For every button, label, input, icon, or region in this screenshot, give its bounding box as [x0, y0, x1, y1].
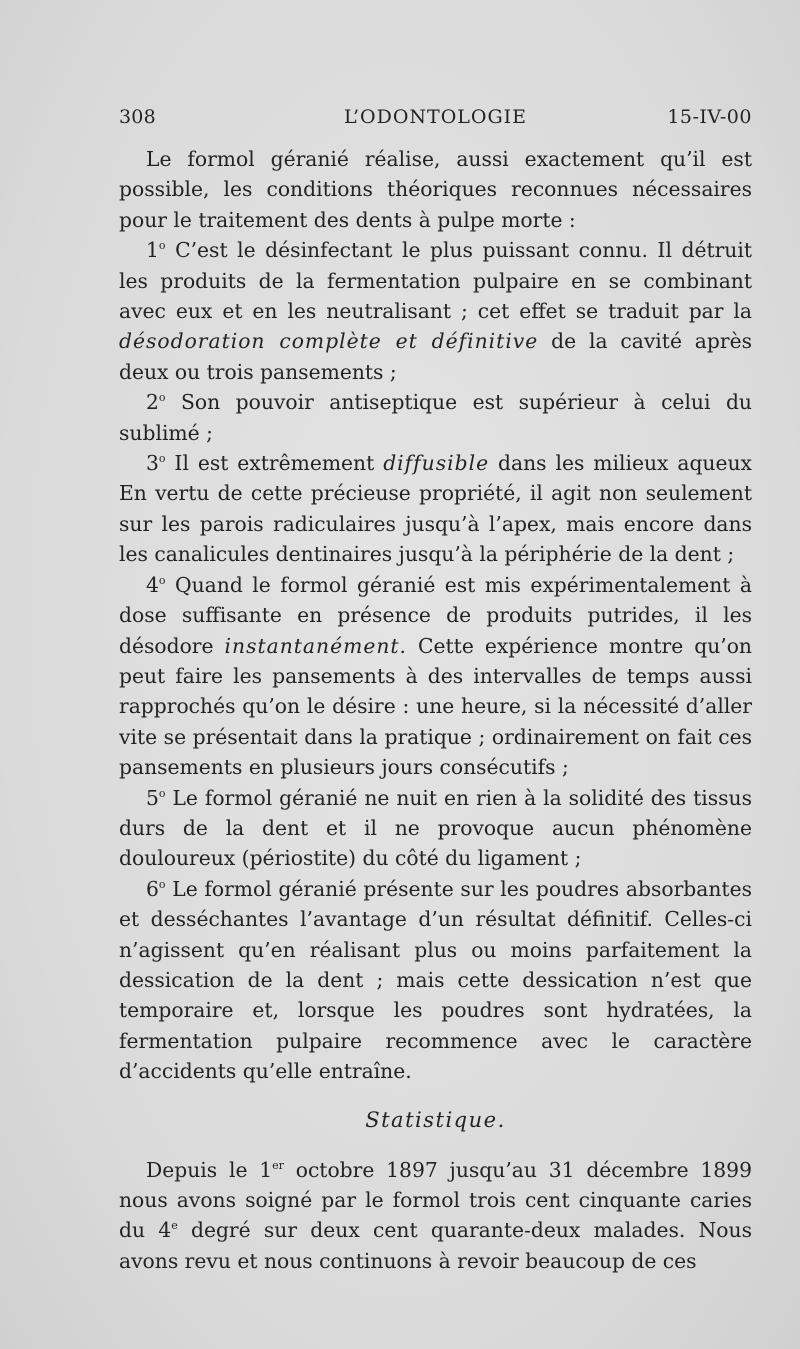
page-number: 308 [119, 106, 156, 128]
issue-date: 15-IV-00 [667, 106, 752, 128]
paragraph-text: dans les milieux aqueux En vertu de cette précieuse propriété, il agit non seulement sur les parois radiculaires jusqu’à l’apex, mais encore dans les canalicules dentinaires jusqu’à la périphérie de la dent ; [119, 451, 752, 567]
emphasis-text: instantanément. [224, 633, 407, 658]
section-title: Statistique. [365, 1107, 506, 1132]
paragraph-item-2 [119, 387, 752, 448]
paragraph-item-3 [119, 448, 752, 570]
paragraph-text: degré sur deux cent quarante-deux malades. Nous avons revu et nous continuons à revoir beaucoup de ces [119, 1218, 752, 1273]
paragraph-statistics [119, 1155, 752, 1277]
journal-title: L’ODONTOLOGIE [343, 106, 528, 128]
item-number: 1 [146, 238, 159, 263]
item-number: 3 [146, 451, 159, 476]
ordinal-mark: o [158, 573, 166, 587]
paragraph-text: Il est extrêmement [165, 451, 384, 476]
paragraph-text: Le formol géranié ne nuit en rien à la solidité des tissus durs de la dent et il ne provoque aucun phénomène douloureux (périostite) du côté du ligament ; [119, 785, 752, 871]
paragraph-text: Son pouvoir antiseptique est supérieur à celui du sublimé ; [119, 390, 752, 445]
paragraph-text: Cette expérience montre qu’on peut faire les pansements à des intervalles de temps aussi rapprochés qu’on le désire : une heure, si la nécessité d’aller vite se présentait dans la pratique ; ordinairement on fait ces pansements en plusieurs jours consécutifs ; [119, 633, 752, 780]
paragraph-item-6 [119, 874, 752, 1087]
paragraph-text: Depuis le 1 [146, 1157, 273, 1182]
page-body [119, 144, 752, 1276]
item-number: 2 [146, 390, 159, 415]
paragraph-text: Le formol géranié présente sur les poudres absorbantes et desséchantes l’avantage d’un résultat définitif. Celles-ci n’agissent qu’en réalisant plus ou moins parfaitement la dessication de la dent ; mais cette dessication n’est que temporaire et, lorsque les poudres sont hydratées, la fermentation pulpaire recommence avec le caractère d’accidents qu’elle entraîne. [119, 876, 752, 1084]
paragraph-text: C’est le désinfectant le plus puissant connu. Il détruit les produits de la fermentation pulpaire en se combinant avec eux et en les neutralisant ; cet effet se traduit par la [119, 238, 752, 324]
paragraph-intro: Le formol géranié réalise, aussi exactement qu’il est possible, les conditions théoriques reconnues nécessaires pour le traitement des dents à pulpe morte : [119, 147, 752, 232]
ordinal-mark: e [171, 1219, 178, 1233]
paragraph-item-4 [119, 570, 752, 783]
ordinal-mark: o [158, 452, 166, 466]
paragraph-text: Quand le formol géranié est mis expérimentalement à dose suffisante en présence de produits putrides, il les désodore [119, 572, 752, 658]
ordinal-mark: o [158, 391, 166, 405]
paragraph-item-1 [119, 235, 752, 387]
item-number: 4 [146, 572, 159, 597]
emphasis-text: désodoration complète et définitive [119, 329, 539, 354]
ordinal-mark: o [158, 877, 166, 891]
ordinal-mark: er [272, 1158, 284, 1172]
paragraph-text: de la cavité après deux ou trois pansements ; [119, 329, 752, 384]
ordinal-mark: o [158, 239, 166, 253]
item-number: 6 [146, 876, 159, 901]
emphasis-text: diffusible [383, 451, 490, 476]
running-header [119, 106, 752, 130]
paragraph-item-5 [119, 783, 752, 874]
ordinal-mark: o [158, 786, 166, 800]
paragraph-text: octobre 1897 jusqu’au 31 décembre 1899 nous avons soigné par le formol trois cent cinquante caries du 4 [119, 1157, 752, 1243]
item-number: 5 [146, 785, 159, 810]
